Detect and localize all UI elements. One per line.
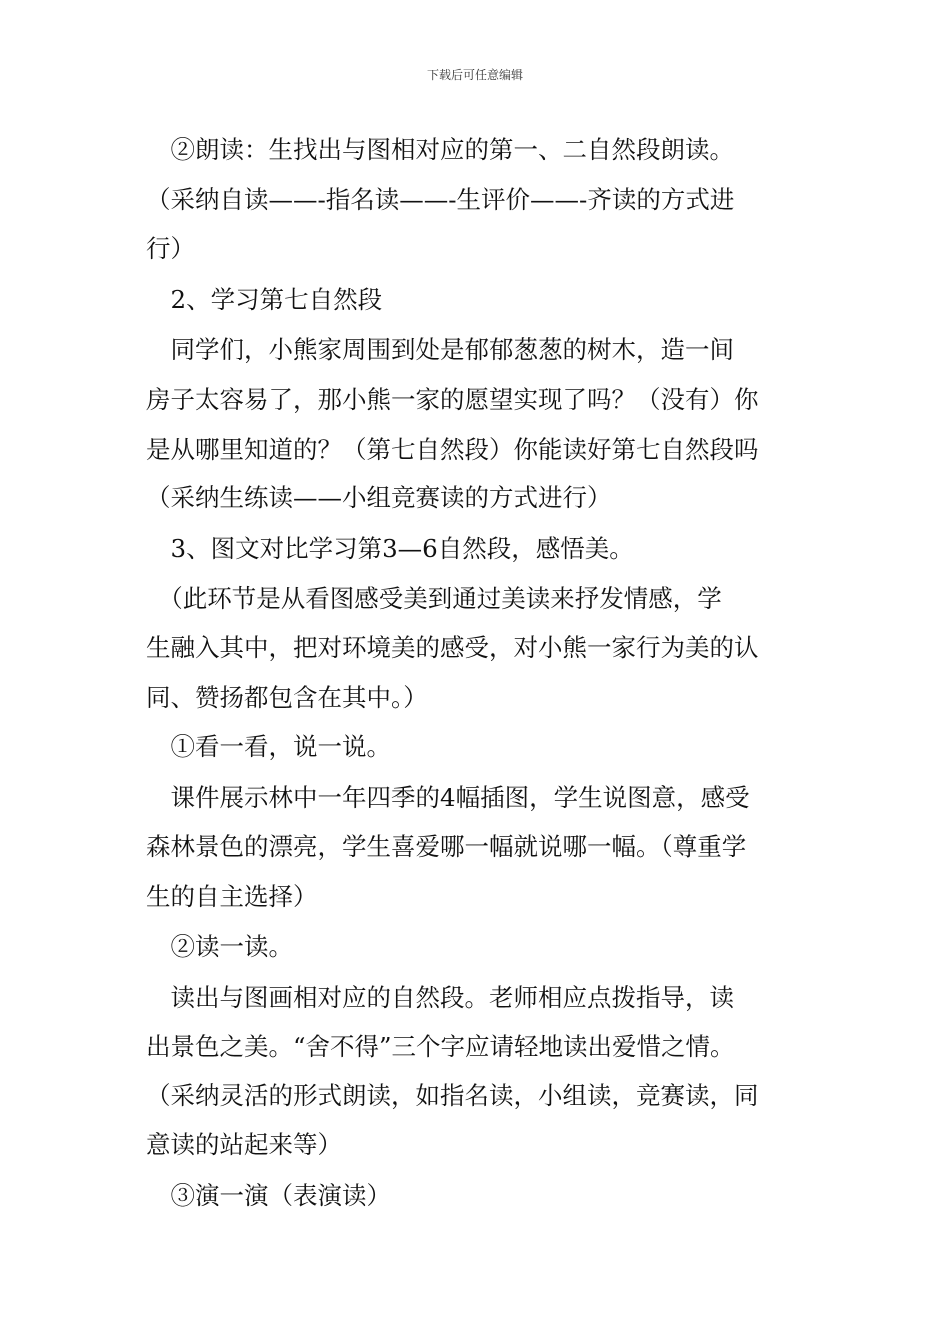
text-line: ②朗读：生找出与图相对应的第一、二自然段朗读。 bbox=[146, 135, 734, 164]
text-line: 2、学习第七自然段 bbox=[146, 285, 383, 314]
text-line: ③演一演（表演读） bbox=[146, 1181, 391, 1210]
text-line: ②读一读。 bbox=[146, 932, 293, 961]
text-line: 读出与图画相对应的自然段。老师相应点拨指导，读 bbox=[146, 983, 734, 1012]
text-line: 生融入其中，把对环境美的感受，对小熊一家行为美的认 bbox=[146, 633, 759, 662]
text-line: （采纳生练读——小组竞赛读的方式进行） bbox=[146, 483, 612, 512]
text-line: 3、图文对比学习第3—6自然段，感悟美。 bbox=[146, 534, 634, 563]
text-line: 房子太容易了，那小熊一家的愿望实现了吗？（没有）你 bbox=[146, 385, 759, 414]
text-line: 生的自主选择） bbox=[146, 882, 318, 911]
text-line: （采纳灵活的形式朗读，如指名读，小组读，竞赛读，同 bbox=[146, 1081, 759, 1110]
text-line: 是从哪里知道的？（第七自然段）你能读好第七自然段吗 bbox=[146, 435, 759, 464]
text-line: （采纳自读——-指名读——-生评价——-齐读的方式进 bbox=[146, 185, 735, 214]
text-line: 同学们，小熊家周围到处是郁郁葱葱的树木，造一间 bbox=[146, 335, 734, 364]
text-line: 行） bbox=[146, 234, 195, 263]
text-line: （此环节是从看图感受美到通过美读来抒发情感，学 bbox=[146, 584, 722, 613]
text-line: 同、赞扬都包含在其中。） bbox=[146, 683, 428, 712]
text-line: 意读的站起来等） bbox=[146, 1130, 342, 1159]
text-line: ①看一看，说一说。 bbox=[146, 732, 391, 761]
text-line: 出景色之美。“舍不得”三个字应请轻地读出爱惜之情。 bbox=[146, 1032, 735, 1061]
text-line: 课件展示林中一年四季的4幅插图，学生说图意，感受 bbox=[146, 783, 750, 812]
page-header: 下载后可任意编辑 bbox=[426, 68, 523, 82]
text-line: 森林景色的漂亮，学生喜爱哪一幅就说哪一幅。（尊重学 bbox=[146, 832, 747, 861]
